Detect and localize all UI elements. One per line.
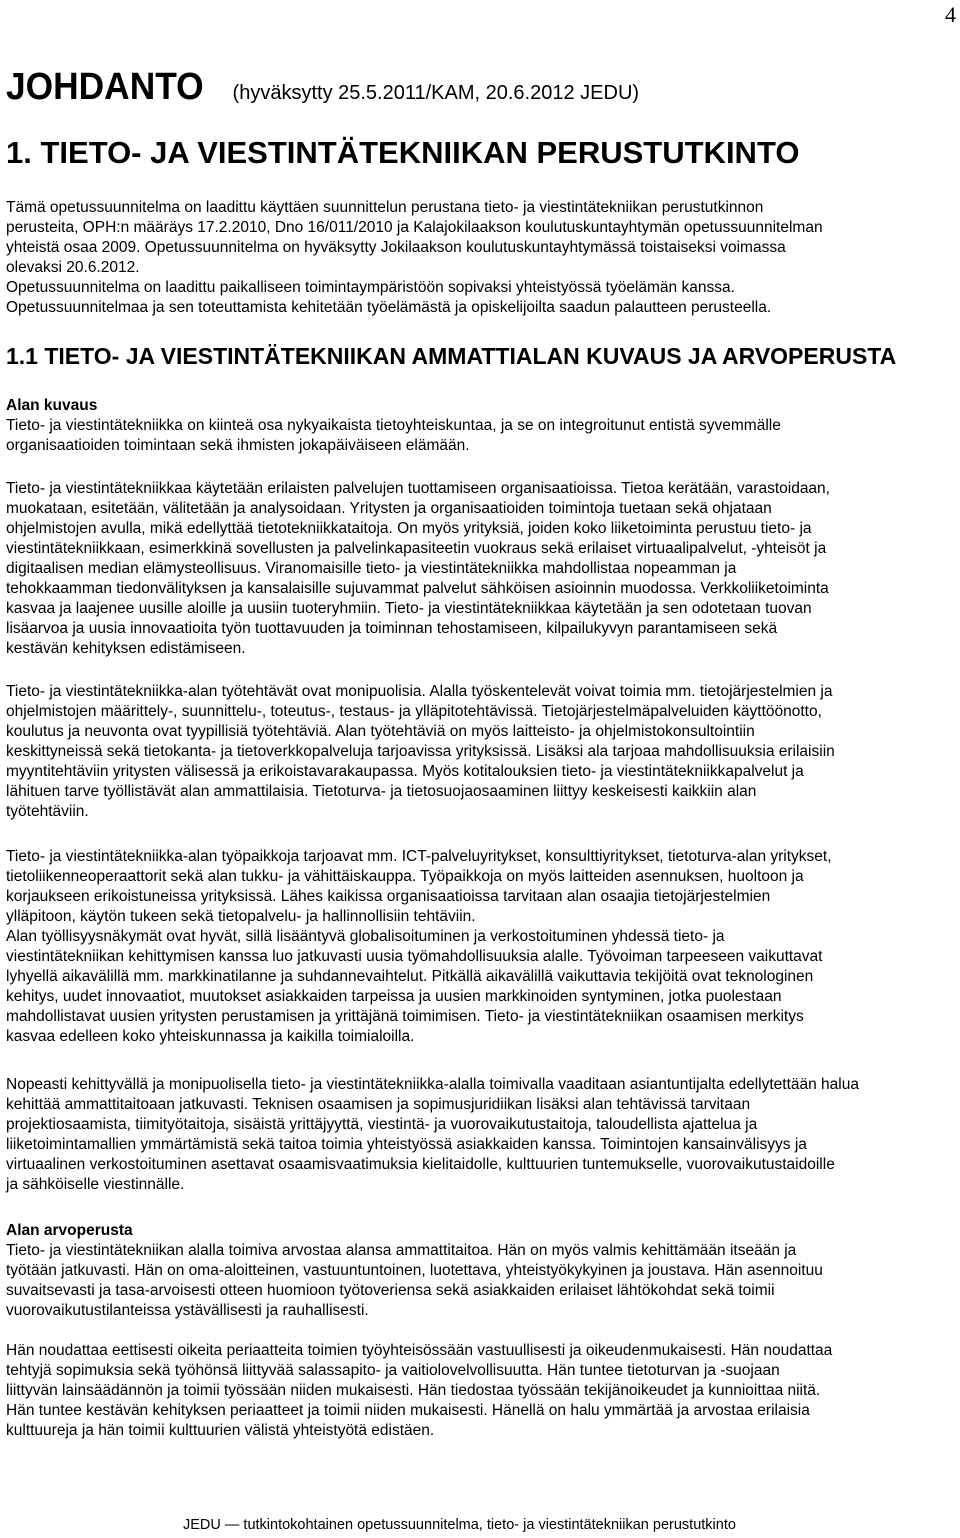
paragraph-line: tehtyjä sopimuksia sekä työhönsä liittyvää salassapito- ja vaitiolovelvollisuutta. Hän tuntee tietoturvan ja -suojaan: [6, 1362, 780, 1379]
alan-kuvaus-p5: [6, 1075, 956, 1195]
alan-kuvaus-p4: [6, 847, 956, 1047]
paragraph-line: viestintätekniikkaan, esimerkkinä sovellusten ja palvelinkapasiteetin vuokraus sekä erilaiset virtuaalipalvelut, -yhteisöt ja: [6, 540, 827, 557]
paragraph-line: Hän noudattaa eettisesti oikeita periaatteita toimien työyhteisössään vastuullisesti ja oikeudenmukaisesti. Hän noudattaa: [6, 1342, 833, 1359]
intro-line: yhteistä osaa 2009. Opetussuunnitelma on hyväksytty Jokilaakson koulutuskuntayhtymässä toistaiseksi voimassa: [6, 239, 786, 256]
paragraph-line: korjaukseen erikoistuneissa yrityksissä. Lähes kaikissa organisaatioissa tarvitaan alan osaajia tietojärjestelmien: [6, 888, 771, 905]
intro-line: perusteita, OPH:n määräys 17.2.2010, Dno 16/011/2010 ja Kalajokilaakson koulutuskuntayhtymän opetussuunnitelman: [6, 219, 823, 236]
paragraph-line: tietoliikenneoperaattorit sekä alan tukku- ja vähittäiskauppa. Työpaikkoja on myös laitteiden asennuksen, huoltoon ja: [6, 868, 804, 885]
paragraph-line: organisaatioiden toimintaan sekä ihmisten jokapäiväiseen elämään.: [6, 437, 470, 454]
title-main: JOHDANTO: [6, 66, 204, 108]
alan-kuvaus-p3: [6, 682, 956, 822]
paragraph-line: Nopeasti kehittyvällä ja monipuolisella tieto- ja viestintätekniikka-alalla toimivalla vaaditaan asiantuntijalta edellytettään halua: [6, 1076, 859, 1093]
paragraph-line: ohjelmistojen määrittely-, suunnittelu-, toteutus-, testaus- ja ylläpitotehtävissä. Tietojärjestelmäpalveluiden käyttöönotto,: [6, 703, 822, 720]
paragraph-line: kehittää ammattitaitoaan jatkuvasti. Teknisen osaamisen ja sopimusjuridiikan lisäksi alan tehtävissä tarvitaan: [6, 1096, 751, 1113]
paragraph-line: myyntitehtäviin yritysten välisessä ja erikoistavarakaupassa. Myös kotitalouksien tieto- ja viestintätekniikkapalvelut ja: [6, 763, 804, 780]
paragraph-line: ohjelmistojen avulla, mikä edellyttää tietotekniikkataitoja. On myös yrityksiä, joiden koko liiketoiminta perustuu tieto- ja: [6, 520, 812, 537]
section-heading-1-1: 1.1 TIETO- JA VIESTINTÄTEKNIIKAN AMMATTIALAN KUVAUS JA ARVOPERUSTA: [6, 343, 897, 369]
page-footer: JEDU — tutkintokohtainen opetussuunnitelma, tieto- ja viestintätekniikan perustutkinto: [183, 1517, 736, 1533]
paragraph-line: tehokkaamman tiedonvälityksen ja kansalaisille sujuvammat palvelut sähköisen asioinnin muodossa. Verkkoliiketoiminta: [6, 580, 829, 597]
intro-line: Opetussuunnitelma on laadittu paikalliseen toimintaympäristöön sopivaksi yhteistyössä työelämän kanssa.: [6, 279, 735, 296]
page-number: 4: [945, 2, 956, 27]
alan-arvoperusta-p2: [6, 1341, 956, 1441]
alan-arvoperusta-heading: Alan arvoperusta: [6, 1222, 133, 1239]
paragraph-line: Tieto- ja viestintätekniikka on kiinteä osa nykyaikaista tietoyhteiskuntaa, ja se on integroitunut entistä syvemmälle: [6, 417, 781, 434]
document-title: [6, 66, 639, 109]
paragraph-line: Tieto- ja viestintätekniikkaa käytetään erilaisten palvelujen tuottamiseen organisaatioissa. Tietoa kerätään, varastoidaan,: [6, 480, 830, 497]
paragraph-line: työtään jatkuvasti. Hän on oma-aloitteinen, vastuuntuntoinen, luotettava, yhteistyökykyinen ja joustava. Hän asennoituu: [6, 1262, 823, 1279]
paragraph-line: kasvaa ja laajenee uusille aloille ja uusiin tuoteryhmiin. Tieto- ja viestintätekniikkaa käytetään ja sen odotetaan tuovan: [6, 600, 812, 617]
alan-kuvaus-p1: [6, 396, 956, 456]
paragraph-line: vuorovaikutustilanteissa ystävällisesti ja rauhallisesti.: [6, 1302, 369, 1319]
paragraph-line: liiketoimintamallien ymmärtämistä sekä taitoa toimia yhteistyössä asiakkaiden kanssa. Toimintojen kansainvälisyys ja: [6, 1136, 807, 1153]
paragraph-line: suvaitsevasti ja tasa-arvoisesti otteen huomioon työtoveriensa sekä asiakkaiden erilaiset lähtökohdat sekä toimii: [6, 1282, 775, 1299]
paragraph-line: viestintätekniikan kehittymisen kanssa luo jatkuvasti uusia työmahdollisuuksia alalle. Työvoiman tarpeeseen vaikuttavat: [6, 948, 823, 965]
paragraph-line: keskittyneissä sekä tietokanta- ja tietoverkkopalveluja tarjoavissa yrityksissä. Lisäksi ala tarjoaa mahdollisuuksia erilaisiin: [6, 743, 835, 760]
intro-paragraph: [6, 198, 956, 318]
title-approval: (hyväksytty 25.5.2011/KAM, 20.6.2012 JEDU): [232, 82, 640, 104]
paragraph-line: mahdollistavat uusien yritysten perustamisen ja yrittäjänä toimimisen. Tieto- ja viestintätekniikan osaamisen merkitys: [6, 1008, 804, 1025]
paragraph-line: Tieto- ja viestintätekniikka-alan työpaikkoja tarjoavat mm. ICT-palveluyritykset, konsulttiyritykset, tietoturva-alan yritykset,: [6, 848, 832, 865]
paragraph-line: Hän tuntee kestävän kehityksen periaatteet ja toimii niiden mukaisesti. Hänellä on halu ymmärtää ja arvostaa erilaisia: [6, 1402, 810, 1419]
paragraph-line: ylläpitoon, käytön tukeen sekä tietopalvelu- ja hallinnollisiin tehtäviin.: [6, 908, 476, 925]
paragraph-line: Tieto- ja viestintätekniikka-alan työtehtävät ovat monipuolisia. Alalla työskentelevät voivat toimia mm. tietojärjestelmien ja: [6, 683, 833, 700]
paragraph-line: työtehtäviin.: [6, 803, 89, 820]
paragraph-line: lähituen tarve työllistävät alan ammattilaisia. Tietoturva- ja tietosuojaosaaminen liittyy keskeisesti kaikkiin alan: [6, 783, 757, 800]
intro-line: olevaksi 20.6.2012.: [6, 259, 140, 276]
paragraph-line: kestävän kehityksen edistämiseen.: [6, 640, 246, 657]
alan-arvoperusta-p1: [6, 1221, 956, 1321]
paragraph-line: lisäarvoa ja uusia innovaatioita työn tuottavuuden ja toiminnan tehostamiseen, kilpailukyvyn parantamiseen sekä: [6, 620, 778, 637]
paragraph-line: muokataan, esitetään, välitetään ja analysoidaan. Yritysten ja organisaatioiden toimintoja tuetaan sekä ohjataan: [6, 500, 772, 517]
intro-line: Opetussuunnitelmaa ja sen toteuttamista kehitetään työelämästä ja opiskelijoilta saadun palautteen perusteella.: [6, 299, 772, 316]
paragraph-line: ja sähköiselle viestinnälle.: [6, 1176, 185, 1193]
paragraph-line: kulttuureja ja hän toimii kulttuurien välistä yhteistyötä edistäen.: [6, 1422, 435, 1439]
paragraph-line: virtuaalinen verkostoituminen asettavat osaamisvaatimuksia kielitaidolle, kulttuurien tuntemukselle, vuorovaikutustaidoille: [6, 1156, 835, 1173]
paragraph-line: Tieto- ja viestintätekniikan alalla toimiva arvostaa alansa ammattitaitoa. Hän on myös valmis kehittämään itseään ja: [6, 1242, 797, 1259]
paragraph-line: kasvaa edelleen koko yhteiskunnassa ja kaikilla toimialoilla.: [6, 1028, 415, 1045]
paragraph-line: lyhyellä aikavälillä mm. markkinatilanne ja suhdannevaihtelut. Pitkällä aikavälillä vaikuttavia tekijöitä ovat teknologinen: [6, 968, 814, 985]
paragraph-line: liittyvän lainsäädännön ja toimii työssään niiden mukaisesti. Hän tiedostaa työssään tekijänoikeudet ja kunnioittaa niitä.: [6, 1382, 821, 1399]
paragraph-line: projektiosaamista, tiimityötaitoja, sisäistä yrittäjyyttä, viestintä- ja vuorovaikutustaitoja, taloudellista ajattelua ja: [6, 1116, 758, 1133]
alan-kuvaus-p2: [6, 479, 956, 659]
paragraph-line: Alan työllisyysnäkymät ovat hyvät, sillä lisääntyvä globalisoituminen ja verkostoituminen yhdessä tieto- ja: [6, 928, 725, 945]
paragraph-line: digitaalisen median elämysteollisuus. Viranomaisille tieto- ja viestintätekniikka mahdollistaa nopeamman ja: [6, 560, 737, 577]
paragraph-line: koulutus ja neuvonta ovat tyypillisiä työtehtäviä. Alan työtehtäviä on myös laitteisto- ja ohjelmistokonsultointiin: [6, 723, 755, 740]
section-heading-1: 1. TIETO- JA VIESTINTÄTEKNIIKAN PERUSTUTKINTO: [6, 135, 800, 170]
paragraph-line: kehitys, uudet innovaatiot, muutokset asiakkaiden tarpeissa ja uusien markkinoiden syntyminen, jotka puolestaan: [6, 988, 782, 1005]
intro-line: Tämä opetussuunnitelma on laadittu käyttäen suunnittelun perustana tieto- ja viestintätekniikan perustutkinnon: [6, 199, 764, 216]
alan-kuvaus-heading: Alan kuvaus: [6, 397, 98, 414]
